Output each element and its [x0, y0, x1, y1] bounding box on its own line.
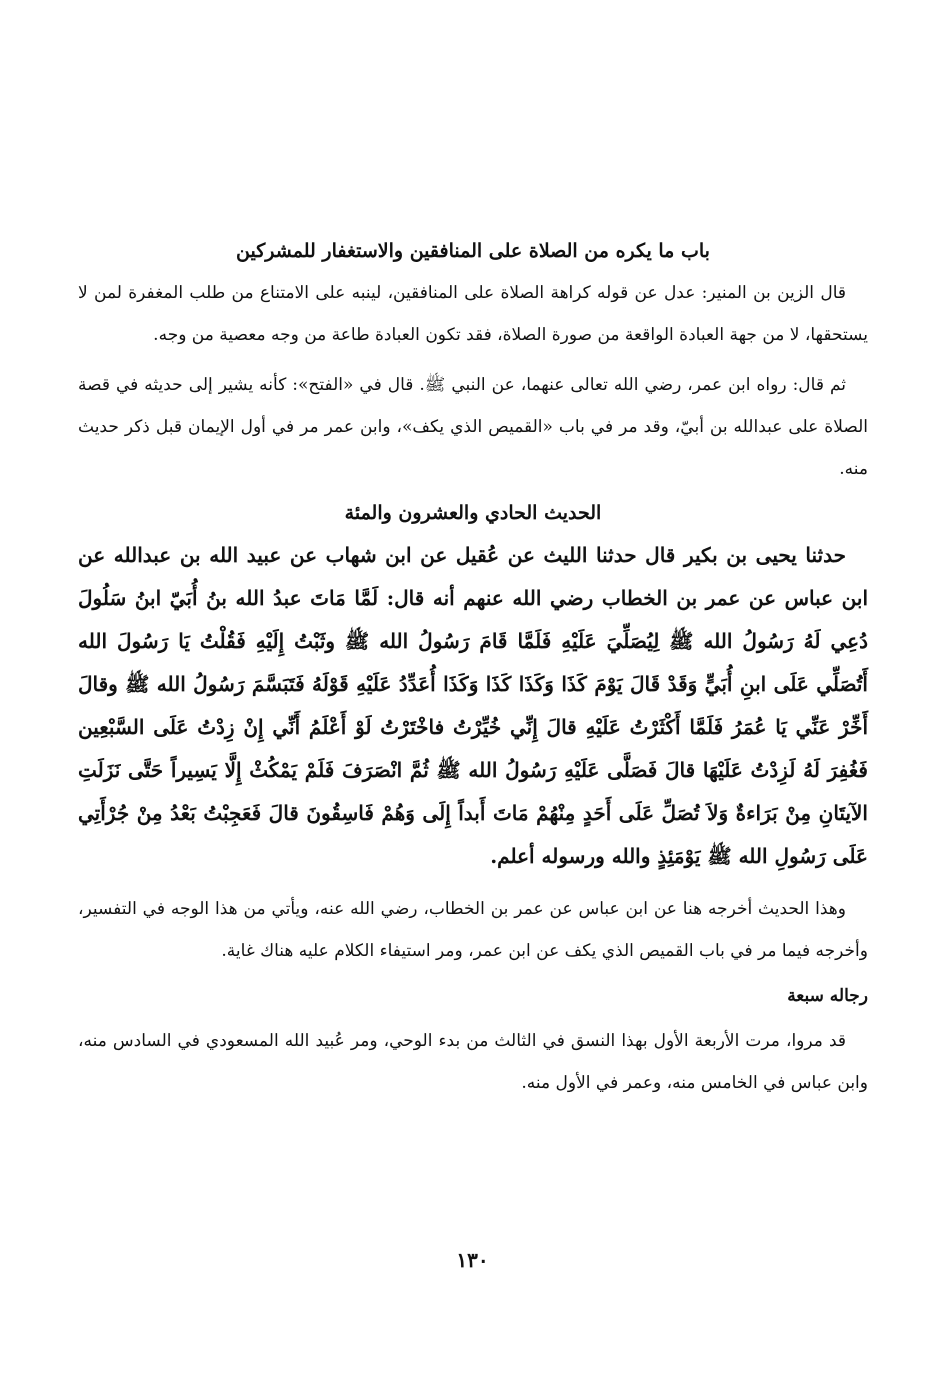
page-number: ١٣٠ [456, 1248, 489, 1272]
intro-paragraph: قال الزين بن المنير: عدل عن قوله كراهة الصلاة على المنافقين، لينبه على الامتناع من طلب المغفرة لمن لا يستحقها، لا من جهة العبادة الواقعة من صورة الصلاة، فقد تكون العبادة طاعة من وجه معصية من وجه. [78, 283, 868, 345]
narrators-paragraph: قد مروا، مرت الأربعة الأول بهذا النسق في الثالث من بدء الوحي، ومر عُبيد الله المسعودي في السادس منه، وابن عباس في الخامس منه، وعمر في الأول منه. [78, 1031, 868, 1093]
second-paragraph: ثم قال: رواه ابن عمر، رضي الله تعالى عنهما، عن النبي ﷺ. قال في «الفتح»: كأنه يشير إلى حديثه في قصة الصلاة على عبدالله بن أبيّ، وقد مر في باب «القميص الذي يكف»، وابن عمر مر في أول الإيمان قبل ذكر حديث منه. [78, 375, 868, 479]
page-body [78, 236, 868, 1112]
commentary-paragraph: وهذا الحديث أخرجه هنا عن ابن عباس عن عمر بن الخطاب، رضي الله عنه، ويأتي من هذا الوجه في التفسير، وأخرجه فيما مر في باب القميص الذي يكف عن ابن عمر، ومر استيفاء الكلام عليه هناك غاية. [78, 899, 868, 961]
narrators-heading: رجاله سبعة [787, 986, 868, 1006]
hadith-text: حدثنا يحيى بن بكير قال حدثنا الليث عن عُقيل عن ابن شهاب عن عبيد الله بن عبدالله عن ابن عباس عن عمر بن الخطاب رضي الله عنهم أنه قال: لَمَّا مَاتَ عبدُ الله بنُ أُبَيّ ابنُ سَلُولَ دُعِي لَهُ رَسُولُ الله ﷺ لِيُصَلِّيَ عَلَيْهِ فَلَمَّا قَامَ رَسُولُ الله ﷺ وثَبْتُ إِلَيْهِ فَقُلْتُ يَا رَسُولَ الله أَتُصَلِّي عَلَى ابنِ أُبَيٍّ وَقَدْ قَالَ يَوْمَ كَذَا وَكَذَا كَذَا وَكَذَا أُعَدِّدُ عَلَيْهِ قَوْلَهُ فَتَبَسَّمَ رَسُولُ الله ﷺ وقالَ أَخِّرْ عَنِّي يَا عُمَرُ فَلَمَّا أَكْثَرْتُ عَلَيْهِ قالَ إِنِّي خُيِّرْتُ فاخْتَرْتُ لَوْ أَعْلَمُ أَنِّي إِنْ زِدْتُ عَلَى السَّبْعِين فَغُفِرَ لَهُ لَزِدْتُ عَلَيْهَا قالَ فَصَلَّى عَلَيْهِ رَسُولُ الله ﷺ ثُمَّ انْصَرَفَ فَلَمْ يَمْكُثْ إِلَّا يَسِيراً حَتَّى نَزَلَتِ الآيتَانِ مِنْ بَرَاءةٌ وَلاَ تُصَلِّ عَلَى أَحَدٍ مِنْهُمْ مَاتَ أَبداً إِلَى وَهُمْ فَاسِقُونَ قالَ فَعَجِبْتُ بَعْدُ مِنْ جُرْأَتِي عَلَى رَسُولِ الله ﷺ يَوْمَئِذٍ والله ورسوله أعلم. [78, 543, 868, 868]
chapter-title: باب ما يكره من الصلاة على المنافقين والاستغفار للمشركين [236, 240, 710, 262]
hadith-title: الحديث الحادي والعشرون والمئة [344, 502, 602, 524]
